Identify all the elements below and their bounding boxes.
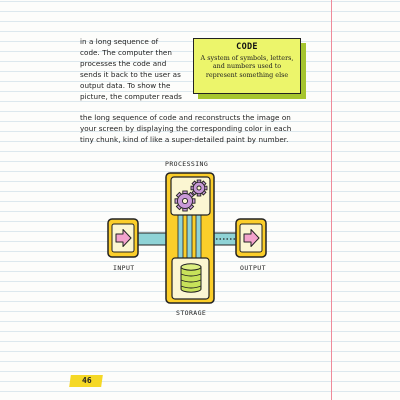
body-paragraph-top: in a long sequence of code. The computer then processes the code and sends it back to the user as output data. To show the picture, the computer reads bbox=[80, 37, 182, 101]
page-number: 46 bbox=[82, 376, 92, 385]
processing-storage-pipes bbox=[178, 215, 201, 259]
input-label: INPUT bbox=[113, 264, 135, 272]
gear-large-icon bbox=[175, 191, 195, 211]
processing-label: PROCESSING bbox=[165, 160, 209, 168]
output-label: OUTPUT bbox=[240, 264, 266, 272]
definition-text: A system of symbols, letters, and numbers used to represent something else bbox=[200, 54, 294, 79]
body-paragraph-bottom: the long sequence of code and reconstructs the image on your screen by displaying the corresponding color in each tiny chunk, kind of like a super-detailed paint by number. bbox=[80, 113, 292, 144]
storage-label: STORAGE bbox=[176, 309, 207, 317]
gear-small-icon bbox=[191, 180, 207, 196]
storage-drum-icon bbox=[181, 264, 201, 292]
definition-term: CODE bbox=[236, 42, 258, 52]
input-connector bbox=[136, 233, 170, 245]
